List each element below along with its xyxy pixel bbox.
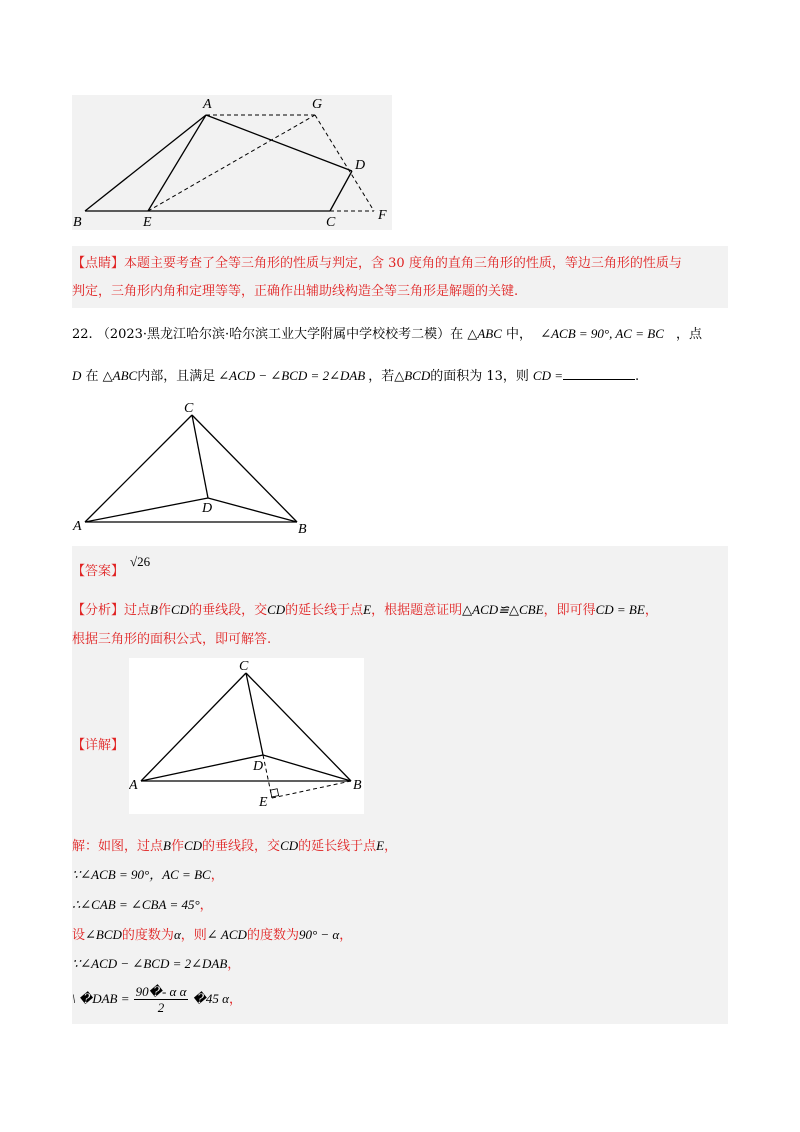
fig2-label-c: C (184, 401, 194, 416)
sol4-expr: 90° − α (298, 927, 340, 942)
triangle-abc: △ABC (467, 326, 502, 341)
analysis-text-6: ，即可得 (543, 603, 596, 618)
fig3-label-e: E (259, 795, 268, 810)
text-inside: 内部，且满足 (137, 369, 216, 384)
solution-line-1 (72, 836, 397, 857)
text-area: 的面积为 13，则 (430, 369, 529, 384)
fig3-label-c: C (239, 659, 249, 674)
analysis-line-1 (72, 600, 658, 621)
figure-3 (129, 658, 364, 814)
sol6-denominator: 2 (157, 1000, 165, 1015)
fig1-label-f: F (378, 208, 387, 223)
problem-point-word: ，点 (676, 327, 703, 342)
sol1-text-f: ， (384, 839, 398, 854)
sol1-text-e: 的延长线于点 (298, 839, 377, 854)
sol1-text-d: 的垂线段，交 (202, 839, 281, 854)
fig2-label-b: B (298, 522, 307, 537)
review-block (72, 246, 728, 308)
sol4-text-b: 的度数为 (121, 928, 174, 943)
solution-line-2 (72, 865, 224, 886)
sol2-end: ， (210, 868, 224, 883)
sol2-math: ∵∠ACB = 90°，AC = BC (72, 867, 211, 882)
answer-blank[interactable] (563, 367, 635, 380)
problem-line-1 (72, 324, 702, 345)
answer-row (72, 562, 124, 582)
angle-equation: ∠ACD − ∠BCD = 2∠DAB (218, 368, 366, 383)
review-line-2: 判定，三角形内角和定理等等，正确作出辅助线构造全等三角形是解题的关键. (72, 284, 519, 299)
analysis-text-2: 作 (157, 603, 171, 618)
sol1-text-c: 作 (170, 839, 184, 854)
sol5-math: ∵∠ACD − ∠BCD = 2∠DAB (72, 956, 228, 971)
review-line-1: 本题主要考查了全等三角形的性质与判定，含 30 度角的直角三角形的性质，等边三角形的性质与 (124, 256, 682, 271)
fig2-label-a: A (73, 519, 82, 534)
congruence: △ACD≌△CBE (462, 602, 544, 617)
triangle-abc-2: △ABC (102, 368, 138, 383)
problem-condition: ∠ACB = 90°, AC = BC (540, 326, 664, 341)
problem-mid: 中， (506, 327, 533, 342)
fig1-label-c: C (326, 215, 336, 230)
text-in: 在 (81, 369, 103, 384)
analysis-line-2: 根据三角形的面积公式，即可解答. (72, 632, 272, 647)
segment-cd: CD (171, 602, 190, 617)
sol1-cd-2: CD (280, 838, 299, 853)
sol6-end: ， (228, 992, 242, 1007)
sol4-alpha: α (173, 927, 181, 942)
problem-source: （2023·黑龙江哈尔滨·哈尔滨工业大学附属中学校校考二模）在 (96, 327, 464, 342)
fig1-label-b: B (73, 215, 82, 230)
fig1-label-d: D (355, 158, 366, 173)
sol6-numerator: 90�- α α (135, 984, 187, 999)
sol5-end: ， (227, 957, 241, 972)
analysis-text-3: 的垂线段，交 (189, 603, 268, 618)
fig3-label-a: A (129, 778, 138, 793)
figure-1 (72, 95, 402, 235)
figure-2 (72, 398, 322, 538)
sol1-cd: CD (183, 838, 203, 853)
sol6-fraction (134, 984, 189, 1015)
sol1-point-e: E (376, 838, 385, 853)
point-e: E (363, 602, 372, 617)
triangle-bcd: BCD (404, 368, 431, 383)
answer-value: √26 (130, 554, 151, 569)
analysis-text-1: 过点 (124, 603, 151, 618)
problem-number: 22. (72, 327, 93, 342)
analysis-tag: 【分析】 (72, 603, 125, 618)
segment-cd-2: CD (267, 602, 286, 617)
fig1-label-a: A (203, 97, 212, 112)
sol4-angle-acd: ∠ ACD (206, 927, 247, 942)
fig3-label-d: D (253, 759, 264, 774)
sol4-angle-bcd: ∠BCD (85, 927, 122, 942)
fig2-label-d: D (202, 501, 213, 516)
answer-tag: 【答案】 (72, 564, 125, 579)
analysis-text-4: 的延长线于点 (285, 603, 364, 618)
sol1-point-b: B (163, 838, 171, 853)
result-cd-be: CD = BE (595, 602, 645, 617)
solution-line-4 (72, 925, 352, 946)
sol4-text-d: 的度数为 (246, 928, 299, 943)
sol3-end: ， (199, 898, 213, 913)
sol4-text-e: ， (339, 928, 353, 943)
text-if: ，若△ (368, 369, 405, 384)
detail-tag: 【详解】 (72, 738, 125, 753)
analysis-text-7: ， (644, 603, 658, 618)
analysis-text-5: ，根据题意证明 (371, 603, 463, 618)
problem-line-2 (72, 366, 639, 387)
sol4-text-a: 设 (72, 928, 86, 943)
point-d: D (72, 368, 82, 383)
sol6-pre: \ �DAB = (72, 991, 130, 1006)
sol3-math: ∴∠CAB = ∠CBA = 45° (72, 897, 200, 912)
sol4-text-c: ，则 (180, 928, 207, 943)
solution-line-3 (72, 895, 213, 916)
fig1-label-e: E (143, 215, 152, 230)
text-period: . (635, 369, 640, 384)
solution-line-5 (72, 954, 240, 975)
cd-equals: CD = (532, 368, 564, 383)
fig1-label-g: G (312, 97, 323, 112)
sol6-post: �45 α (192, 991, 229, 1006)
fig3-label-b: B (353, 778, 362, 793)
solution-line-6 (72, 984, 242, 1024)
sol1-text-a: 解：如图，过点 (72, 839, 164, 854)
review-tag: 【点睛】 (72, 256, 125, 271)
point-b: B (150, 602, 158, 617)
